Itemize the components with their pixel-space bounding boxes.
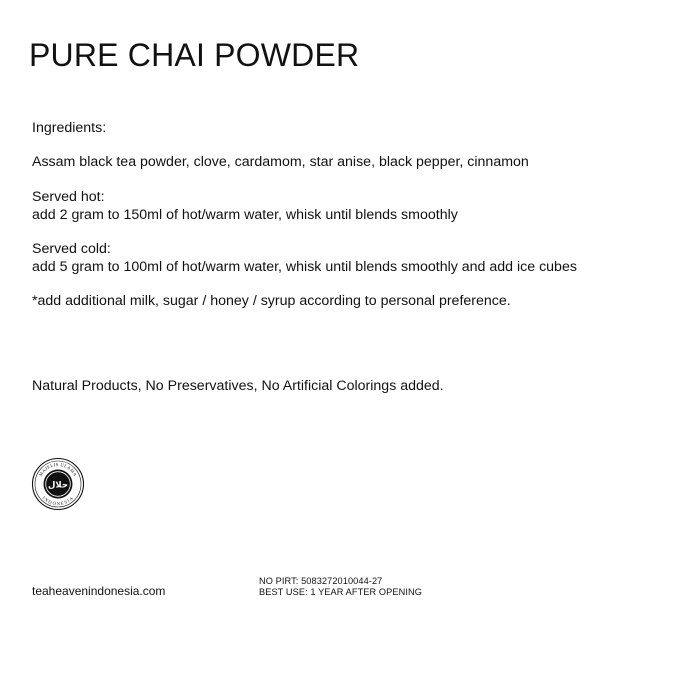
halal-seal-icon xyxy=(31,457,85,511)
seal-bottom-text-path: INDONESIA xyxy=(41,495,75,507)
ingredients-text: Assam black tea powder, clove, cardamom, star anise, black pepper, cinnamon xyxy=(32,154,529,170)
serving-note: *add additional milk, sugar / honey / syrup according to personal preference. xyxy=(32,293,511,309)
served-hot-label: Served hot: xyxy=(32,189,105,205)
product-claims: Natural Products, No Preservatives, No Artificial Colorings added. xyxy=(32,378,444,394)
served-cold-label: Served cold: xyxy=(32,241,111,257)
pirt-number: NO PIRT: 5083272010044-27 xyxy=(259,576,383,586)
product-title: PURE CHAI POWDER xyxy=(29,37,360,73)
website-url: teaheavenindonesia.com xyxy=(32,584,166,598)
served-cold-instructions: add 5 gram to 100ml of hot/warm water, whisk until blends smoothly and add ice cubes xyxy=(32,259,577,275)
served-hot-instructions: add 2 gram to 150ml of hot/warm water, whisk until blends smoothly xyxy=(32,207,458,223)
seal-center-text: حلال xyxy=(48,480,68,491)
seal-top-text-path: MAJELIS ULAMA xyxy=(37,461,79,478)
best-use-info: BEST USE: 1 YEAR AFTER OPENING xyxy=(259,587,422,597)
ingredients-label: Ingredients: xyxy=(32,120,107,136)
